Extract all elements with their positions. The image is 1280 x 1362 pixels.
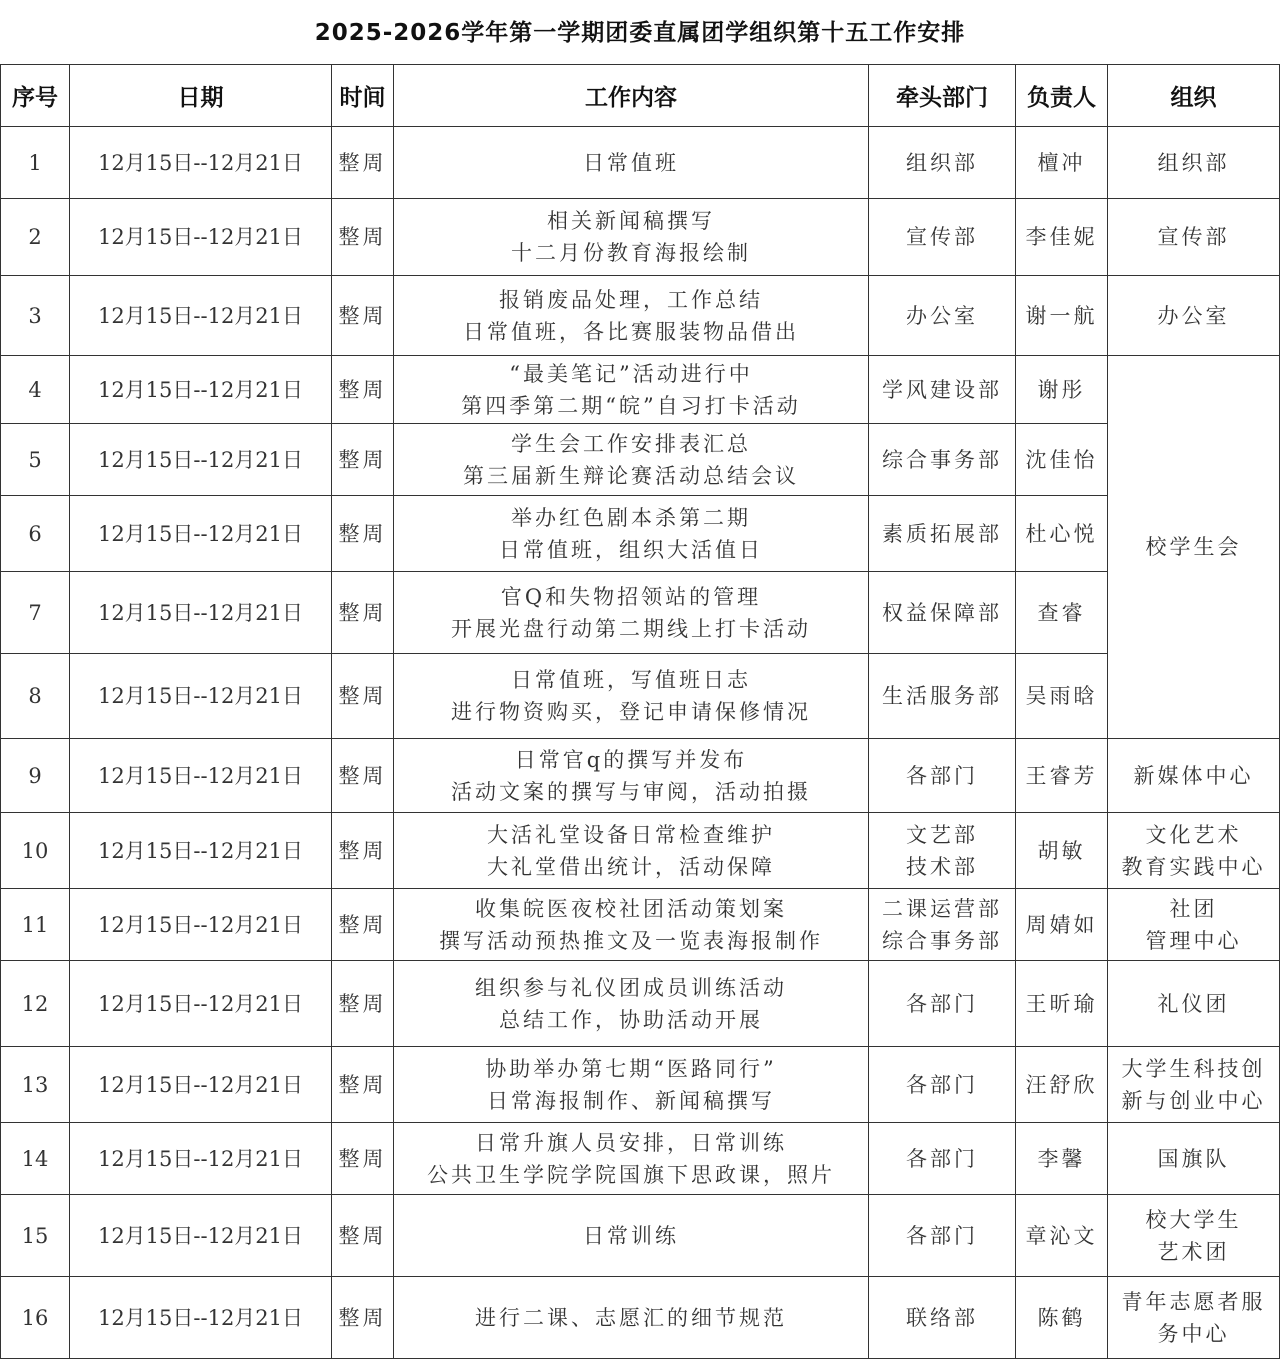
org-cell-line-1: 组织部 <box>1157 150 1230 175</box>
seq-cell: 9 <box>1 739 70 813</box>
dept-cell-line-1: 联络部 <box>906 1305 978 1330</box>
dept-cell-line-2: 技术部 <box>906 854 978 879</box>
content-cell <box>394 1277 869 1359</box>
dept-cell-line-1: 办公室 <box>906 303 978 328</box>
org-cell <box>1108 889 1280 961</box>
date-cell: 12月15日--12月21日 <box>70 496 332 572</box>
date-cell: 12月15日--12月21日 <box>70 654 332 739</box>
dept-cell <box>869 961 1016 1047</box>
table-row <box>1 654 1280 739</box>
page-title: 2025-2026学年第一学期团委直属团学组织第十五工作安排 <box>314 20 966 46</box>
content-cell <box>394 1047 869 1123</box>
content-cell <box>394 496 869 572</box>
dept-cell-line-1: 各部门 <box>906 991 978 1016</box>
header-org: 组织 <box>1108 65 1280 127</box>
org-cell <box>1108 276 1280 356</box>
date-cell: 12月15日--12月21日 <box>70 739 332 813</box>
org-cell <box>1108 127 1280 199</box>
content-cell-line-2: 撰写活动预热推文及一览表海报制作 <box>439 928 823 953</box>
content-cell-line-2: 公共卫生学院学院国旗下思政课，照片 <box>427 1162 835 1187</box>
content-cell <box>394 654 869 739</box>
content-cell-line-1: 大活礼堂设备日常检查维护 <box>487 822 775 847</box>
dept-cell-line-1: 各部门 <box>906 1072 978 1097</box>
dept-cell <box>869 356 1016 424</box>
content-cell-line-1: 官Q和失物招领站的管理 <box>500 584 762 609</box>
time-cell: 整周 <box>332 356 394 424</box>
content-cell-line-2: 十二月份教育海报绘制 <box>511 241 751 265</box>
date-cell: 12月15日--12月21日 <box>70 127 332 199</box>
content-cell <box>394 572 869 654</box>
org-cell-line-1: 宣传部 <box>1157 225 1230 249</box>
table-row <box>1 813 1280 889</box>
content-cell-line-1: 学生会工作安排表汇总 <box>511 431 751 456</box>
table-row <box>1 276 1280 356</box>
header-seq: 序号 <box>1 65 70 127</box>
dept-cell-line-1: 各部门 <box>906 1223 978 1248</box>
seq-cell: 11 <box>1 889 70 961</box>
date-cell: 12月15日--12月21日 <box>70 1047 332 1123</box>
content-cell-line-1: 日常值班 <box>583 150 679 175</box>
table-row <box>1 356 1280 424</box>
org-cell <box>1108 961 1280 1047</box>
person-cell: 谢一航 <box>1016 276 1108 356</box>
date-cell: 12月15日--12月21日 <box>70 424 332 496</box>
content-cell-line-2: 日常值班，各比赛服装物品借出 <box>463 319 799 344</box>
org-cell-line-1: 办公室 <box>1157 303 1230 328</box>
table-row <box>1 739 1280 813</box>
date-cell: 12月15日--12月21日 <box>70 889 332 961</box>
dept-cell-line-1: 组织部 <box>906 150 978 175</box>
org-cell <box>1108 1195 1280 1277</box>
content-cell <box>394 1195 869 1277</box>
org-cell-line-1: 文化艺术 <box>1145 822 1242 847</box>
dept-cell-line-1: 各部门 <box>906 1146 978 1171</box>
person-cell: 杜心悦 <box>1016 496 1108 572</box>
org-cell-line-2: 管理中心 <box>1145 928 1242 953</box>
org-cell <box>1108 813 1280 889</box>
seq-cell: 15 <box>1 1195 70 1277</box>
person-cell: 谢彤 <box>1016 356 1108 424</box>
seq-cell: 10 <box>1 813 70 889</box>
content-cell-line-1: 收集皖医夜校社团活动策划案 <box>475 896 787 921</box>
dept-cell-line-2: 综合事务部 <box>882 928 1002 953</box>
time-cell: 整周 <box>332 199 394 276</box>
table-row <box>1 889 1280 961</box>
seq-cell: 4 <box>1 356 70 424</box>
org-cell-line-1: 青年志愿者服 <box>1121 1289 1266 1314</box>
dept-cell <box>869 199 1016 276</box>
content-cell-line-2: 大礼堂借出统计，活动保障 <box>487 854 775 879</box>
content-cell <box>394 356 869 424</box>
dept-cell <box>869 1047 1016 1123</box>
date-cell: 12月15日--12月21日 <box>70 356 332 424</box>
org-cell-line-2: 新与创业中心 <box>1121 1088 1266 1113</box>
org-cell <box>1108 356 1280 739</box>
table-row <box>1 424 1280 496</box>
table-row <box>1 496 1280 572</box>
time-cell: 整周 <box>332 1277 394 1359</box>
table-row <box>1 1195 1280 1277</box>
header-row <box>1 65 1280 127</box>
content-cell-line-1: “最美笔记”活动进行中 <box>509 361 753 386</box>
content-cell <box>394 276 869 356</box>
person-cell: 王睿芳 <box>1016 739 1108 813</box>
person-cell: 胡敏 <box>1016 813 1108 889</box>
person-cell: 周婧如 <box>1016 889 1108 961</box>
seq-cell: 13 <box>1 1047 70 1123</box>
content-cell-line-1: 日常值班，写值班日志 <box>511 668 751 692</box>
content-cell-line-1: 举办红色剧本杀第二期 <box>511 505 751 530</box>
org-cell-line-1: 校学生会 <box>1145 535 1242 559</box>
org-cell-line-1: 社团 <box>1169 896 1218 921</box>
dept-cell <box>869 572 1016 654</box>
content-cell-line-1: 协助举办第七期“医路同行” <box>485 1056 777 1081</box>
org-cell-line-1: 校大学生 <box>1145 1207 1242 1232</box>
content-cell-line-2: 总结工作，协助活动开展 <box>499 1007 763 1032</box>
content-cell-line-2: 第四季第二期“皖”自习打卡活动 <box>461 393 801 418</box>
dept-cell <box>869 276 1016 356</box>
time-cell: 整周 <box>332 654 394 739</box>
dept-cell-line-1: 综合事务部 <box>882 447 1002 472</box>
table-row <box>1 127 1280 199</box>
date-cell: 12月15日--12月21日 <box>70 961 332 1047</box>
dept-cell <box>869 813 1016 889</box>
person-cell: 沈佳怡 <box>1016 424 1108 496</box>
dept-cell <box>869 1195 1016 1277</box>
time-cell: 整周 <box>332 572 394 654</box>
dept-cell-line-1: 生活服务部 <box>882 684 1002 708</box>
org-cell-line-2: 教育实践中心 <box>1121 854 1266 879</box>
content-cell-line-2: 进行物资购买，登记申请保修情况 <box>451 700 811 724</box>
org-cell-line-1: 新媒体中心 <box>1133 763 1254 788</box>
content-cell-line-2: 活动文案的撰写与审阅，活动拍摄 <box>451 779 811 804</box>
time-cell: 整周 <box>332 961 394 1047</box>
content-cell-line-2: 日常海报制作、新闻稿撰写 <box>487 1088 775 1113</box>
content-cell-line-1: 日常官q的撰写并发布 <box>514 747 748 772</box>
content-cell-line-1: 组织参与礼仪团成员训练活动 <box>475 975 787 1000</box>
org-cell-line-2: 艺术团 <box>1157 1239 1230 1264</box>
header-time: 时间 <box>332 65 394 127</box>
time-cell: 整周 <box>332 424 394 496</box>
dept-cell-line-1: 权益保障部 <box>882 600 1002 625</box>
org-cell <box>1108 1047 1280 1123</box>
time-cell: 整周 <box>332 739 394 813</box>
table-row <box>1 961 1280 1047</box>
org-cell-line-1: 国旗队 <box>1157 1146 1230 1171</box>
org-cell-line-1: 礼仪团 <box>1157 991 1230 1016</box>
date-cell: 12月15日--12月21日 <box>70 1195 332 1277</box>
dept-cell <box>869 424 1016 496</box>
person-cell: 章沁文 <box>1016 1195 1108 1277</box>
content-cell-line-1: 进行二课、志愿汇的细节规范 <box>475 1305 787 1330</box>
time-cell: 整周 <box>332 127 394 199</box>
content-cell <box>394 199 869 276</box>
time-cell: 整周 <box>332 889 394 961</box>
seq-cell: 14 <box>1 1123 70 1195</box>
dept-cell <box>869 654 1016 739</box>
table-row <box>1 199 1280 276</box>
date-cell: 12月15日--12月21日 <box>70 199 332 276</box>
org-cell <box>1108 739 1280 813</box>
content-cell-line-2: 第三届新生辩论赛活动总结会议 <box>463 463 799 488</box>
dept-cell <box>869 496 1016 572</box>
content-cell <box>394 424 869 496</box>
time-cell: 整周 <box>332 813 394 889</box>
content-cell-line-1: 日常升旗人员安排，日常训练 <box>475 1130 787 1155</box>
content-cell <box>394 813 869 889</box>
date-cell: 12月15日--12月21日 <box>70 813 332 889</box>
table-row <box>1 1047 1280 1123</box>
dept-cell <box>869 889 1016 961</box>
person-cell: 王昕瑜 <box>1016 961 1108 1047</box>
dept-cell-line-1: 学风建设部 <box>882 377 1002 402</box>
seq-cell: 5 <box>1 424 70 496</box>
person-cell: 查睿 <box>1016 572 1108 654</box>
header-person: 负责人 <box>1016 65 1108 127</box>
time-cell: 整周 <box>332 1123 394 1195</box>
person-cell: 汪舒欣 <box>1016 1047 1108 1123</box>
seq-cell: 3 <box>1 276 70 356</box>
person-cell: 李馨 <box>1016 1123 1108 1195</box>
dept-cell <box>869 127 1016 199</box>
person-cell: 吴雨晗 <box>1016 654 1108 739</box>
header-date: 日期 <box>70 65 332 127</box>
content-cell-line-1: 日常训练 <box>583 1223 679 1248</box>
header-dept: 牵头部门 <box>869 65 1016 127</box>
seq-cell: 1 <box>1 127 70 199</box>
seq-cell: 6 <box>1 496 70 572</box>
content-cell-line-1: 报销废品处理，工作总结 <box>499 287 763 312</box>
seq-cell: 16 <box>1 1277 70 1359</box>
content-cell-line-2: 开展光盘行动第二期线上打卡活动 <box>451 616 811 641</box>
dept-cell-line-1: 文艺部 <box>906 822 978 847</box>
content-cell <box>394 127 869 199</box>
person-cell: 李佳妮 <box>1016 199 1108 276</box>
seq-cell: 8 <box>1 654 70 739</box>
header-content: 工作内容 <box>394 65 869 127</box>
dept-cell-line-1: 素质拓展部 <box>882 521 1002 546</box>
dept-cell-line-1: 宣传部 <box>906 225 978 249</box>
person-cell: 陈鹤 <box>1016 1277 1108 1359</box>
dept-cell-line-1: 二课运营部 <box>882 896 1002 921</box>
dept-cell <box>869 739 1016 813</box>
content-cell <box>394 739 869 813</box>
date-cell: 12月15日--12月21日 <box>70 1123 332 1195</box>
dept-cell-line-1: 各部门 <box>906 763 978 788</box>
date-cell: 12月15日--12月21日 <box>70 276 332 356</box>
content-cell-line-2: 日常值班，组织大活值日 <box>499 537 763 562</box>
seq-cell: 7 <box>1 572 70 654</box>
table-row <box>1 572 1280 654</box>
person-cell: 檀冲 <box>1016 127 1108 199</box>
time-cell: 整周 <box>332 1195 394 1277</box>
org-cell <box>1108 1123 1280 1195</box>
dept-cell <box>869 1277 1016 1359</box>
content-cell <box>394 889 869 961</box>
seq-cell: 2 <box>1 199 70 276</box>
date-cell: 12月15日--12月21日 <box>70 1277 332 1359</box>
table-row <box>1 1123 1280 1195</box>
time-cell: 整周 <box>332 1047 394 1123</box>
time-cell: 整周 <box>332 276 394 356</box>
seq-cell: 12 <box>1 961 70 1047</box>
org-cell <box>1108 1277 1280 1359</box>
content-cell-line-1: 相关新闻稿撰写 <box>547 209 715 233</box>
org-cell <box>1108 199 1280 276</box>
content-cell <box>394 1123 869 1195</box>
dept-cell <box>869 1123 1016 1195</box>
schedule-table <box>0 64 1280 1359</box>
table-row <box>1 1277 1280 1359</box>
org-cell-line-1: 大学生科技创 <box>1121 1056 1266 1081</box>
date-cell: 12月15日--12月21日 <box>70 572 332 654</box>
content-cell <box>394 961 869 1047</box>
org-cell-line-2: 务中心 <box>1157 1321 1230 1346</box>
time-cell: 整周 <box>332 496 394 572</box>
